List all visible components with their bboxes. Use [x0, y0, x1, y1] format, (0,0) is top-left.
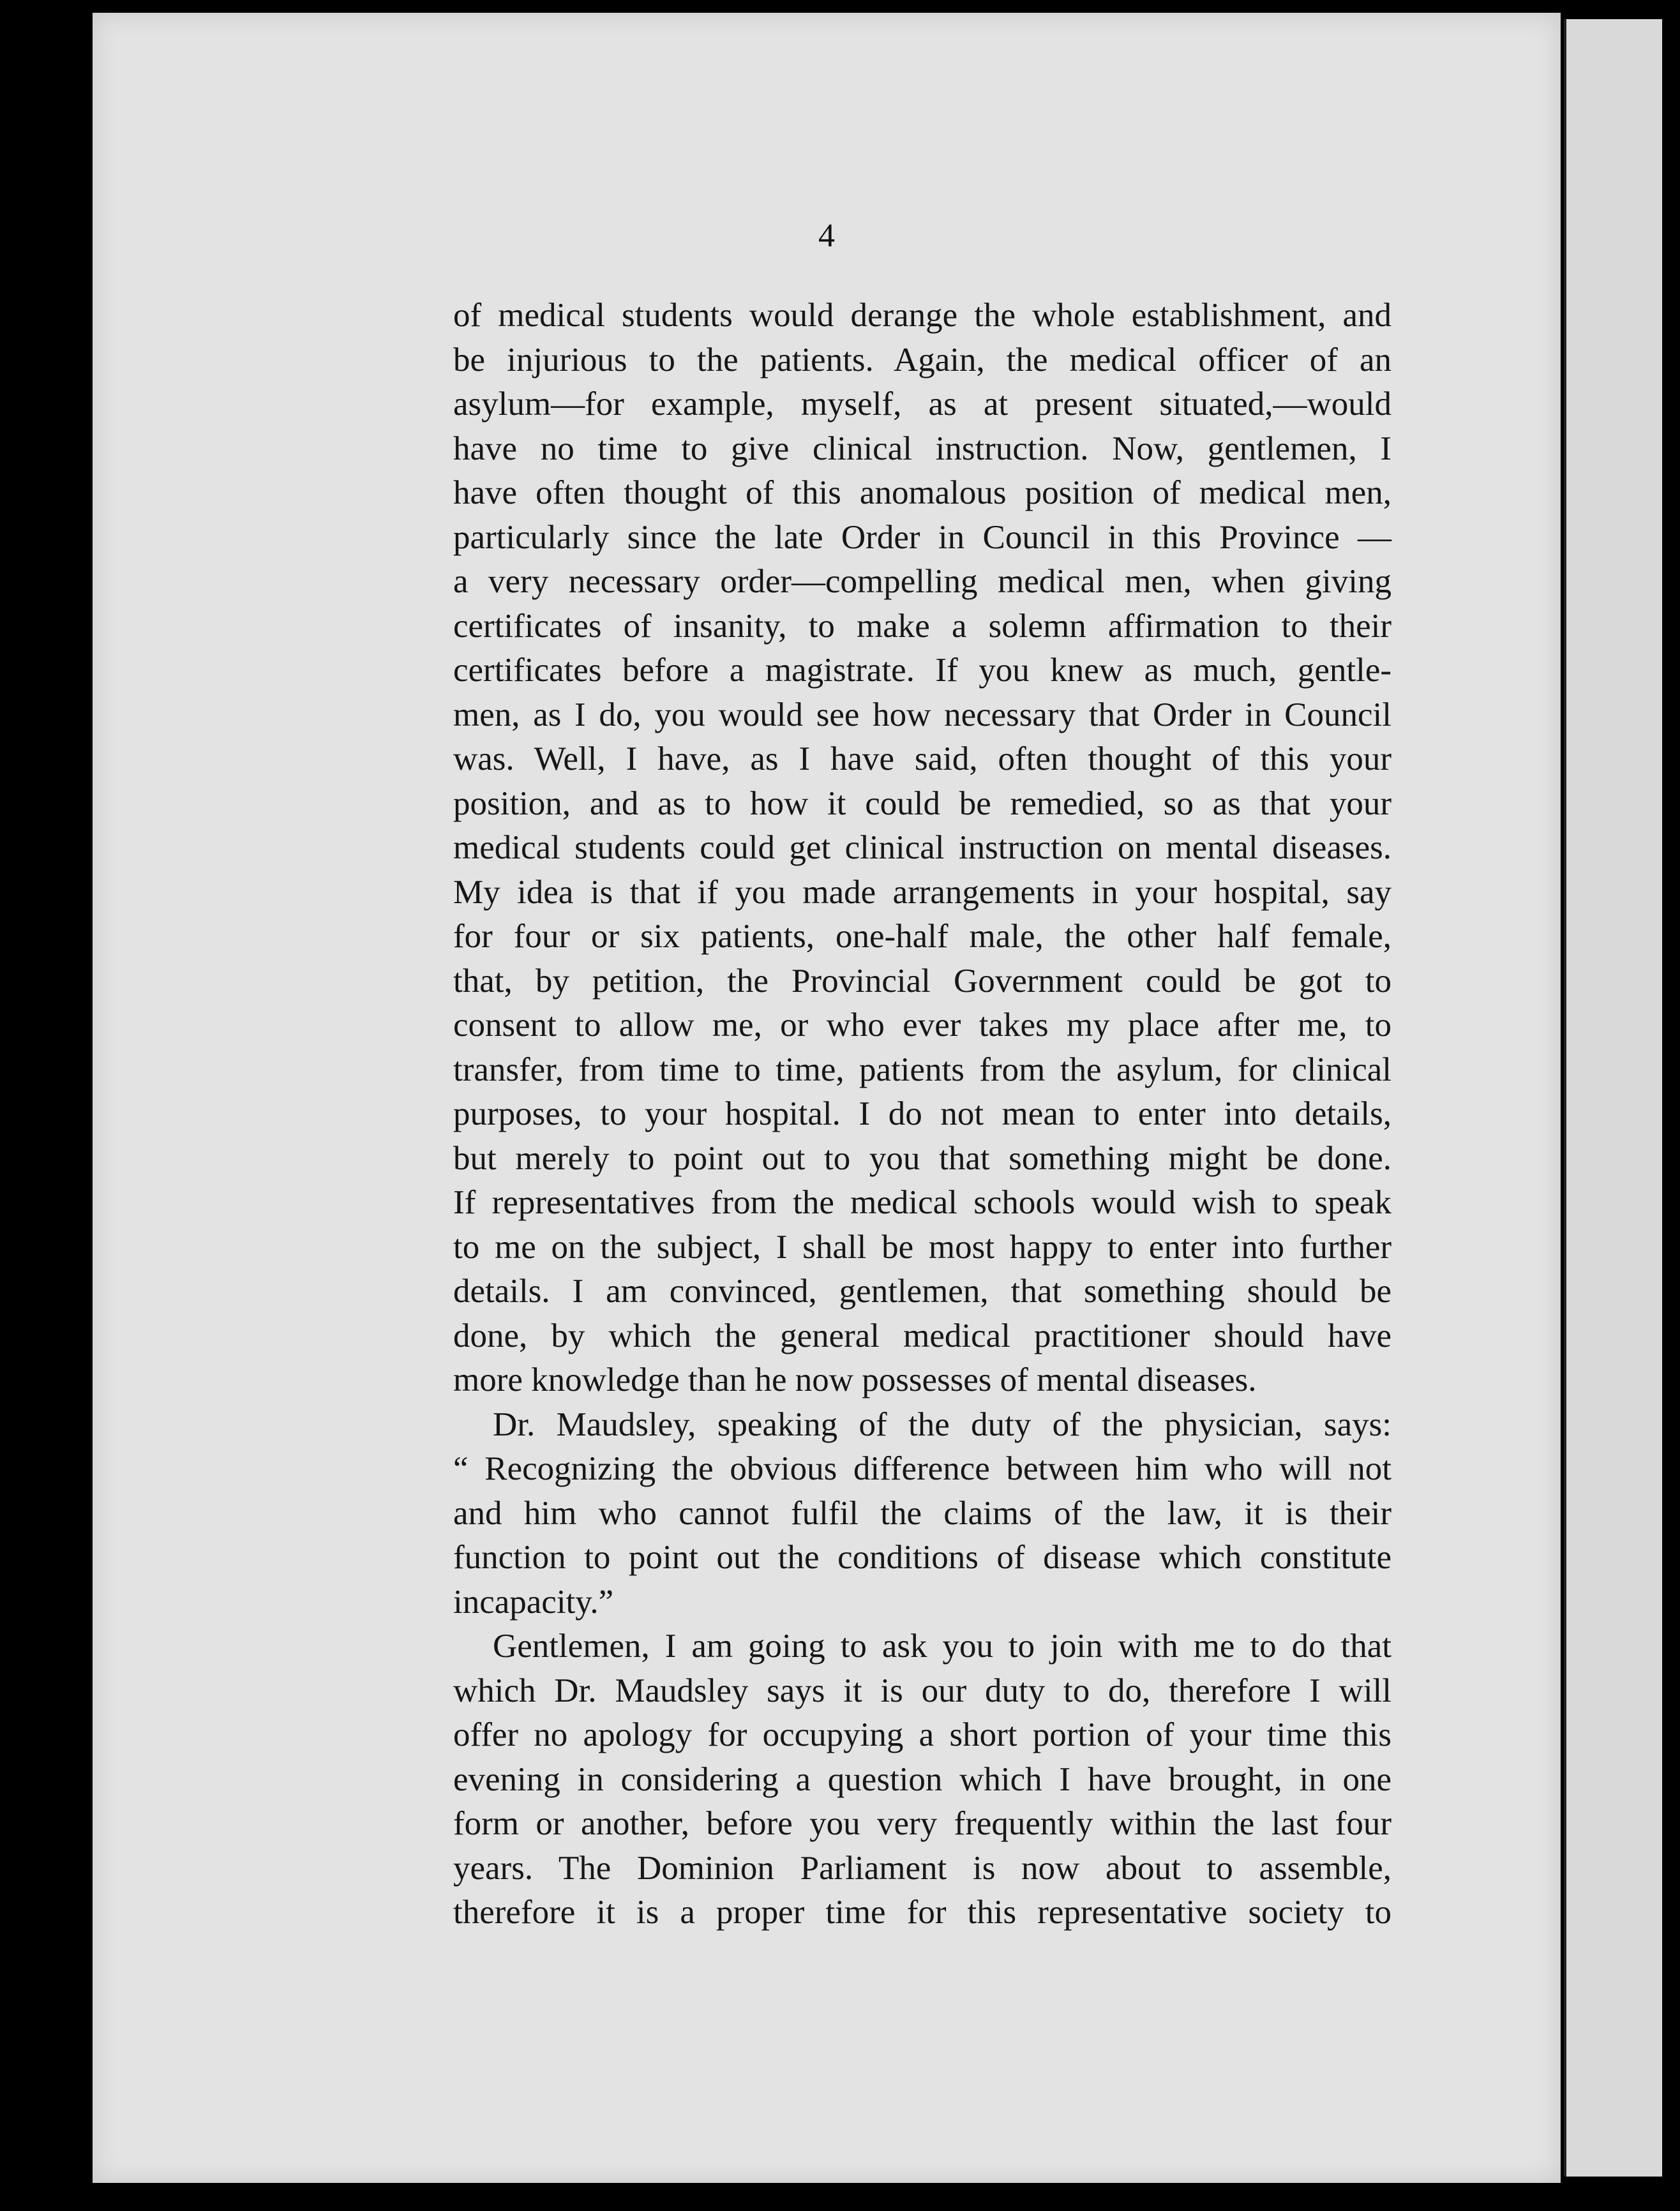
text-line: details. I am convinced, gentlemen, that something should be	[453, 1273, 1391, 1310]
text-line: was. Well, I have, as I have said, often thought of this your	[453, 740, 1391, 777]
adjacent-page-edge	[1564, 19, 1662, 2177]
body-text	[453, 294, 1391, 1935]
text-line: have no time to give clinical instruction. Now, gentlemen, I	[453, 430, 1391, 467]
text-line: certificates of insanity, to make a solemn affirmation to their	[453, 607, 1391, 645]
text-line: Dr. Maudsley, speaking of the duty of the physician, says:	[493, 1405, 1391, 1443]
text-line: position, and as to how it could be remedied, so as that your	[453, 784, 1391, 822]
document-page	[93, 13, 1561, 2183]
text-line: evening in considering a question which I have brought, in one	[453, 1760, 1391, 1798]
text-line: done, by which the general medical practitioner should have	[453, 1317, 1391, 1354]
paragraph-3	[453, 1624, 1391, 1935]
text-line: consent to allow me, or who ever takes my place after me, to	[453, 1007, 1391, 1044]
text-line: asylum—for example, myself, as at present situated,—would	[453, 386, 1391, 423]
text-line: particularly since the late Order in Council in this Province —	[453, 518, 1391, 556]
text-line: “ Recognizing the obvious difference between him who will not	[453, 1450, 1391, 1487]
text-line: medical students could get clinical instruction on mental diseases.	[453, 829, 1391, 866]
text-line: purposes, to your hospital. I do not mean to enter into details,	[453, 1095, 1391, 1132]
text-line: of medical students would derange the whole establishment, and	[453, 297, 1391, 334]
text-line: Gentlemen, I am going to ask you to join with me to do that	[493, 1628, 1391, 1665]
text-line: that, by petition, the Provincial Government could be got to	[453, 962, 1391, 1000]
page-number: 4	[818, 218, 835, 254]
text-line: If representatives from the medical schools would wish to speak	[453, 1184, 1391, 1221]
text-line: My idea is that if you made arrangements in your hospital, say	[453, 873, 1391, 911]
text-line: form or another, before you very frequently within the last four	[453, 1805, 1391, 1842]
text-line: have often thought of this anomalous position of medical men,	[453, 474, 1391, 511]
text-line: and him who cannot fulfil the claims of the law, it is their	[453, 1494, 1391, 1532]
text-line: years. The Dominion Parliament is now about to assemble,	[453, 1849, 1391, 1887]
text-line: to me on the subject, I shall be most happy to enter into further	[453, 1228, 1391, 1266]
text-line: for four or six patients, one-half male, the other half female,	[453, 918, 1391, 955]
text-line: but merely to point out to you that something might be done.	[453, 1139, 1391, 1177]
paragraph-1	[453, 294, 1391, 1403]
text-line: which Dr. Maudsley says it is our duty to do, therefore I will	[453, 1672, 1391, 1709]
text-line: transfer, from time to time, patients from the asylum, for clinical	[453, 1051, 1391, 1088]
text-line: therefore it is a proper time for this representative society to	[453, 1894, 1391, 1931]
text-line: men, as I do, you would see how necessary that Order in Council	[453, 696, 1391, 733]
text-line: certificates before a magistrate. If you knew as much, gentle-	[453, 652, 1391, 689]
text-line: a very necessary order—compelling medical men, when giving	[453, 563, 1391, 600]
text-line: offer no apology for occupying a short portion of your time this	[453, 1716, 1391, 1753]
text-line: incapacity.”	[453, 1583, 614, 1621]
text-line: more knowledge than he now possesses of mental diseases.	[453, 1361, 1257, 1398]
text-line: function to point out the conditions of disease which constitute	[453, 1539, 1391, 1576]
text-line: be injurious to the patients. Again, the medical officer of an	[453, 341, 1391, 378]
paragraph-2	[453, 1403, 1391, 1625]
